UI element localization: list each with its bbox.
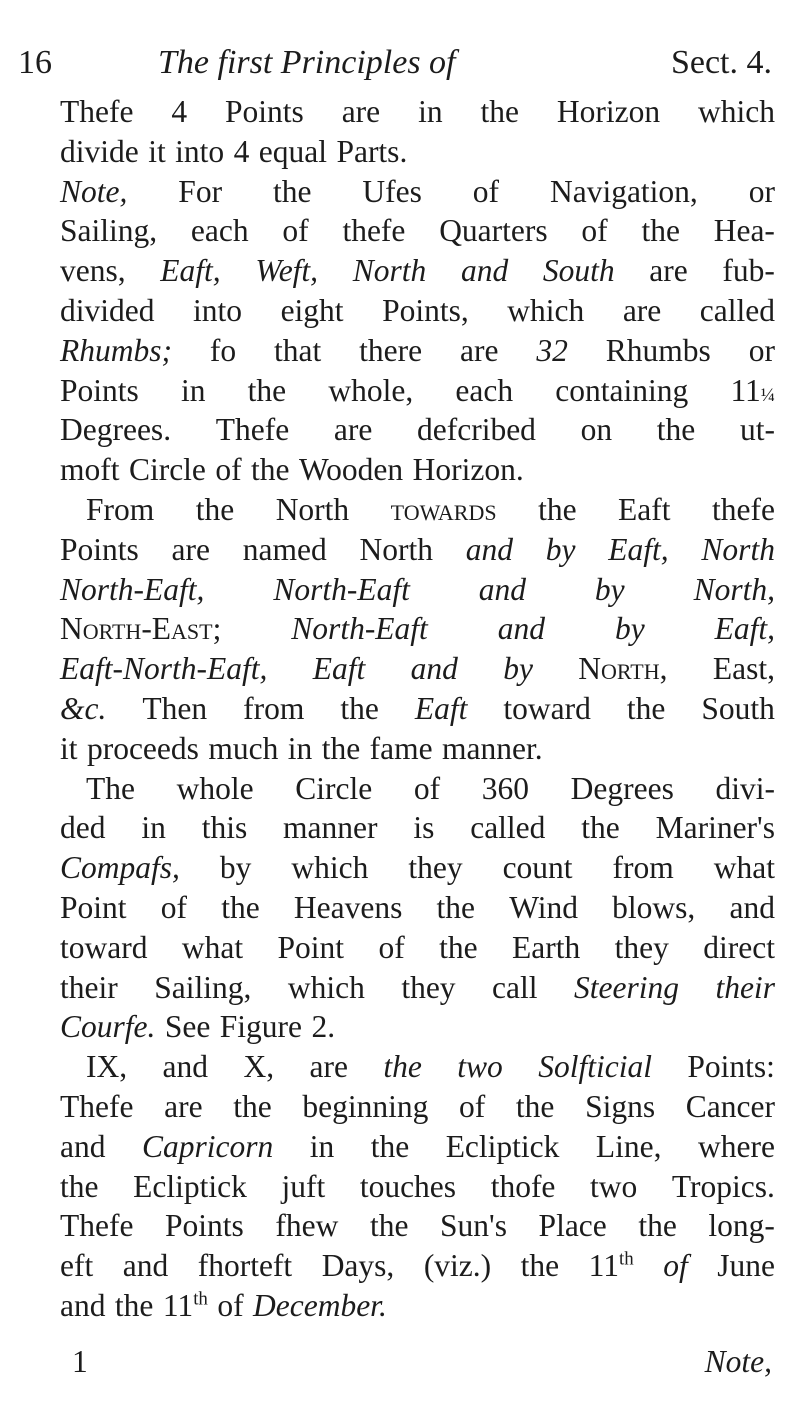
section-label: Sect. 4. bbox=[670, 44, 772, 81]
running-title: The first Principles of bbox=[158, 44, 456, 81]
catchword: Note, bbox=[704, 1344, 772, 1379]
text-line: Eaft-North-Eaft, Eaft and by North, East, bbox=[60, 651, 775, 687]
text-line: Courfe. See Figure 2. bbox=[60, 1009, 336, 1045]
text-line: From the North towards the Eaft thefe bbox=[86, 491, 775, 527]
text-line: Points are named North and by Eaft, North bbox=[60, 531, 775, 567]
text-line: Points in the whole, each containing 11¼ bbox=[60, 372, 775, 408]
text-line: IX, and X, are the two Solfticial Points: bbox=[86, 1049, 775, 1085]
text-line: Thefe Points fhew the Sun's Place the long- bbox=[60, 1208, 775, 1244]
text-line: Point of the Heavens the Wind blows, and bbox=[60, 889, 775, 925]
text-line: Compafs, by which they count from what bbox=[60, 850, 775, 886]
text-line: and Capricorn in the Ecliptick Line, where bbox=[60, 1128, 775, 1164]
text-line: Degrees. Thefe are defcribed on the ut- bbox=[60, 412, 775, 448]
text-line: North-Eaft, North-Eaft and by North, bbox=[60, 571, 775, 607]
page-body bbox=[60, 92, 775, 1326]
text-line: the Ecliptick juft touches thofe two Tropics. bbox=[60, 1168, 775, 1204]
text-line: ded in this manner is called the Mariner's bbox=[60, 810, 775, 846]
text-line: their Sailing, which they call Steering their bbox=[60, 969, 775, 1005]
text-line: vens, Eaft, Weft, North and South are fub- bbox=[60, 253, 775, 289]
running-header bbox=[18, 38, 772, 88]
text-line: toward what Point of the Earth they direct bbox=[60, 929, 775, 965]
page-footer bbox=[72, 1342, 772, 1382]
text-line: The whole Circle of 360 Degrees divi- bbox=[86, 770, 775, 806]
text-line: Thefe are the beginning of the Signs Cancer bbox=[60, 1088, 775, 1124]
text-line: Sailing, each of thefe Quarters of the Hea- bbox=[60, 213, 775, 249]
text-line: divide it into 4 equal Parts. bbox=[60, 133, 408, 169]
text-line: moft Circle of the Wooden Horizon. bbox=[60, 452, 524, 488]
text-line: and the 11th of December. bbox=[60, 1287, 387, 1323]
signature-mark: 1 bbox=[72, 1344, 88, 1379]
text-line: it proceeds much in the fame manner. bbox=[60, 730, 543, 766]
text-line: divided into eight Points, which are called bbox=[60, 292, 775, 328]
text-line: Thefe 4 Points are in the Horizon which bbox=[60, 94, 775, 129]
text-line: &c. Then from the Eaft toward the South bbox=[60, 690, 775, 726]
text-line: eft and fhorteft Days, (viz.) the 11th of June bbox=[60, 1248, 775, 1284]
page-number: 16 bbox=[18, 44, 52, 81]
text-line: Note, For the Ufes of Navigation, or bbox=[60, 173, 775, 209]
text-line: North-East; North-Eaft and by Eaft, bbox=[60, 611, 775, 647]
text-line: Rhumbs; fo that there are 32 Rhumbs or bbox=[60, 332, 775, 368]
